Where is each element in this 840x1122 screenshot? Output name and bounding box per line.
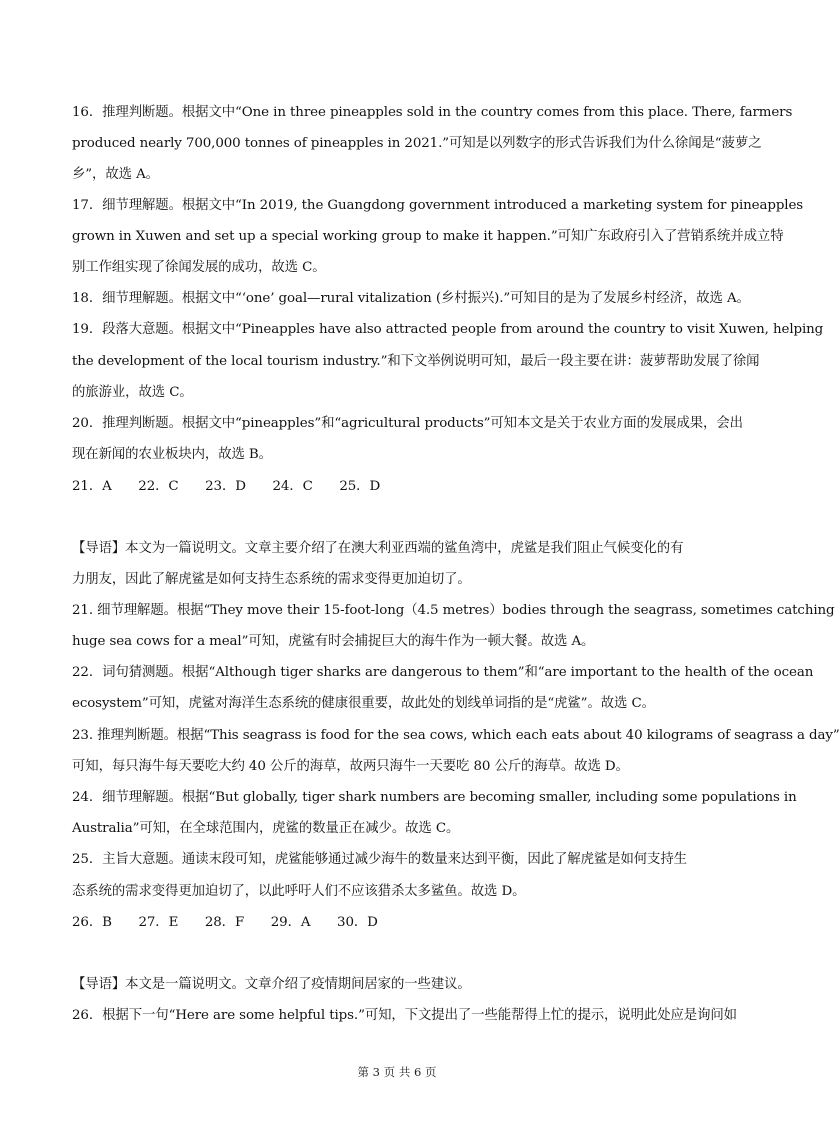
text-line: 的旅游业，故选 C。 xyxy=(72,385,193,400)
text-line: 21. 细节理解题。根据“They move their 15-foot-long（4.5 metres）bodies through the seagrass, sometimes catching xyxy=(72,603,835,618)
text-line: 别工作组实现了徐闻发展的成功，故选 C。 xyxy=(72,260,326,275)
text-line: 24．细节理解题。根据“But globally, tiger shark numbers are becoming smaller, including some populations in xyxy=(72,790,797,805)
text-line: the development of the local tourism industry.”和下文举例说明可知，最后一段主要在讲：菠萝帮助发展了徐闻 xyxy=(72,354,760,369)
text-line: Australia”可知，在全球范围内，虎鲨的数量正在减少。故选 C。 xyxy=(72,821,460,836)
text-line: 20．推理判断题。根据文中“pineapples”和“agricultural products”可知本文是关于农业方面的发展成果，会出 xyxy=(72,416,743,431)
text-line: 乡”，故选 A。 xyxy=(72,167,159,182)
text-line: 18．细节理解题。根据文中“‘one’ goal—rural vitalization (乡村振兴).”可知目的是为了发展乡村经济，故选 A。 xyxy=(72,291,750,306)
page-number-footer: 第 3 页 共 6 页 xyxy=(357,1065,437,1079)
text-line: 25．主旨大意题。通读末段可知，虎鲨能够通过减少海牛的数量来达到平衡，因此了解虎鲨是如何支持生 xyxy=(72,852,687,867)
text-line: 现在新闻的农业板块内，故选 B。 xyxy=(72,447,272,462)
text-line: grown in Xuwen and set up a special working group to make it happen.”可知广东政府引入了营销系统并成立特 xyxy=(72,229,784,244)
text-line: produced nearly 700,000 tonnes of pineapples in 2021.”可知是以列数字的形式告诉我们为什么徐闻是“菠萝之 xyxy=(72,136,762,151)
text-line: 16．推理判断题。根据文中“One in three pineapples sold in the country comes from this place. There, farmers xyxy=(72,105,793,120)
text-line: 【导语】本文是一篇说明文。文章介绍了疫情期间居家的一些建议。 xyxy=(72,977,471,992)
text-line: 力朋友，因此了解虎鲨是如何支持生态系统的需求变得更加迫切了。 xyxy=(72,572,471,587)
text-line: ecosystem”可知，虎鲨对海洋生态系统的健康很重要，故此处的划线单词指的是“虎鲨”。故选 C。 xyxy=(72,696,655,711)
text-line: 23. 推理判断题。根据“This seagrass is food for the sea cows, which each eats about 40 kilograms of seagrass a day” xyxy=(72,728,840,743)
text-line: 可知，每只海牛每天要吃大约 40 公斤的海草，故两只海牛一天要吃 80 公斤的海草。故选 D。 xyxy=(72,759,629,774)
answer-key-line: 21．A 22．C 23．D 24．C 25．D xyxy=(72,479,381,494)
text-line: 26．根据下一句“Here are some helpful tips.”可知，下文提出了一些能帮得上忙的提示，说明此处应是询问如 xyxy=(72,1008,737,1023)
text-line: 19．段落大意题。根据文中“Pineapples have also attracted people from around the country to visit Xuwen, helping xyxy=(72,322,824,337)
answer-key-line: 26．B 27．E 28．F 29．A 30．D xyxy=(72,915,378,930)
text-line: 态系统的需求变得更加迫切了，以此呼吁人们不应该猎杀太多鲨鱼。故选 D。 xyxy=(72,884,526,899)
text-line: 【导语】本文为一篇说明文。文章主要介绍了在澳大利亚西端的鲨鱼湾中，虎鲨是我们阻止气候变化的有 xyxy=(72,541,684,556)
text-line: 17．细节理解题。根据文中“In 2019, the Guangdong government introduced a marketing system for pineapples xyxy=(72,198,804,213)
text-line: huge sea cows for a meal”可知，虎鲨有时会捕捉巨大的海牛作为一顿大餐。故选 A。 xyxy=(72,634,595,649)
text-line: 22．词句猜测题。根据“Although tiger sharks are dangerous to them”和“are important to the health of the ocean xyxy=(72,665,814,680)
